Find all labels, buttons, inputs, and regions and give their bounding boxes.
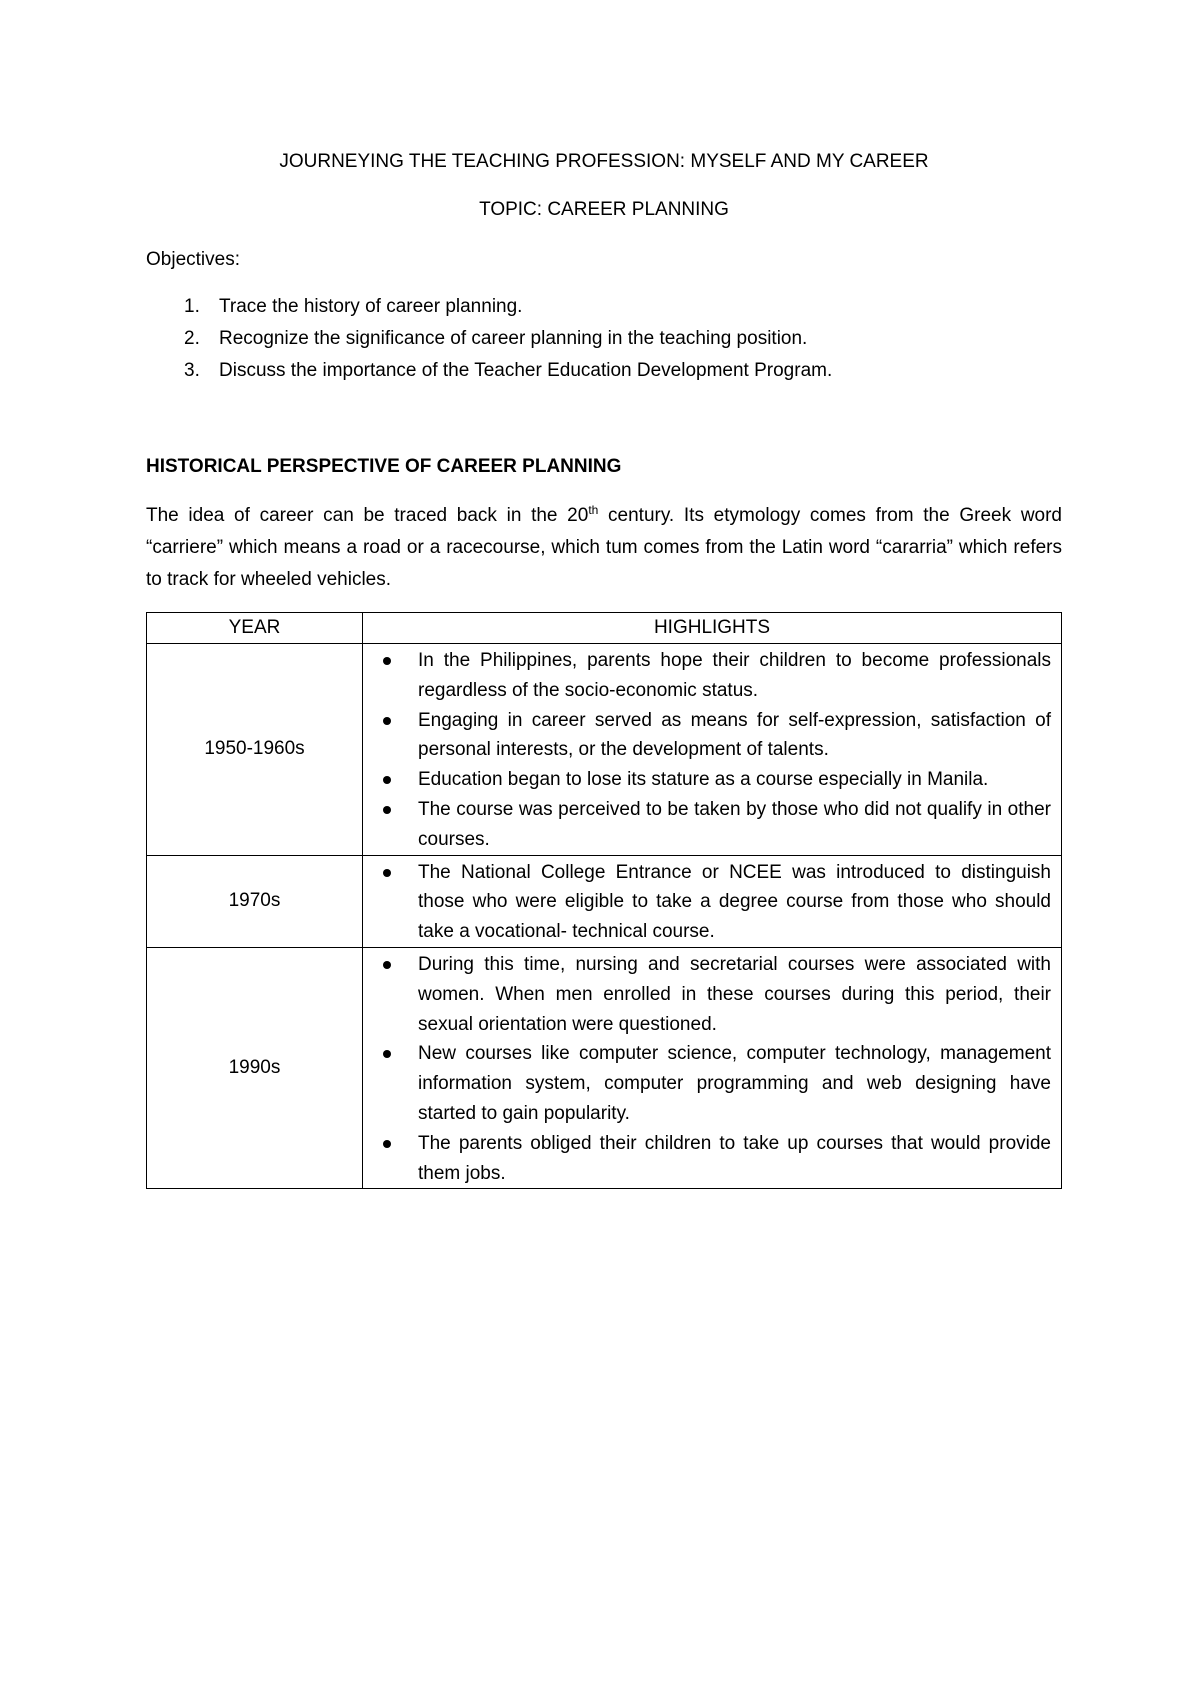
highlight-item: The course was perceived to be taken by those who did not qualify in other courses. xyxy=(363,795,1051,855)
highlights-list xyxy=(363,858,1051,947)
table-row xyxy=(147,947,1062,1188)
highlights-cell xyxy=(363,947,1062,1188)
highlight-item: The National College Entrance or NCEE was introduced to distinguish those who were eligible to take a degree course from those who should take a vocational- technical course. xyxy=(363,858,1051,947)
objective-item xyxy=(146,357,832,389)
objectives-list xyxy=(146,293,832,389)
highlight-item: Education began to lose its stature as a course especially in Manila. xyxy=(363,765,1051,795)
document-topic: TOPIC: CAREER PLANNING xyxy=(479,199,729,220)
intro-text-end: century. Its etymology comes from the Greek word “carriere” which means a road or a racecourse, which tum comes from the Latin word “cararria” which refers to track for wheeled vehicles. xyxy=(146,505,1062,590)
year-cell: 1990s xyxy=(147,947,363,1188)
year-cell: 1950-1960s xyxy=(147,644,363,856)
objective-item xyxy=(146,293,832,325)
objective-number: 1. xyxy=(184,296,200,317)
table-row xyxy=(147,644,1062,856)
highlight-item: New courses like computer science, computer technology, management information system, computer programming and web designing have started to gain popularity. xyxy=(363,1039,1051,1128)
objective-item xyxy=(146,325,832,357)
highlights-list xyxy=(363,646,1051,855)
document-title: JOURNEYING THE TEACHING PROFESSION: MYSELF AND MY CAREER xyxy=(279,151,929,172)
highlights-cell xyxy=(363,855,1062,947)
year-cell: 1970s xyxy=(147,855,363,947)
intro-text-start: The idea of career can be traced back in the 20 xyxy=(146,505,589,526)
section-heading: HISTORICAL PERSPECTIVE OF CAREER PLANNING xyxy=(146,456,622,477)
history-table xyxy=(146,612,1062,1189)
highlight-item: During this time, nursing and secretarial courses were associated with women. When men enrolled in these courses during this period, their sexual orientation were questioned. xyxy=(363,950,1051,1039)
year-column-header: YEAR xyxy=(147,613,363,644)
intro-superscript: th xyxy=(588,503,599,517)
objective-number: 2. xyxy=(184,328,200,349)
highlights-cell xyxy=(363,644,1062,856)
highlights-column-header: HIGHLIGHTS xyxy=(363,613,1062,644)
objective-number: 3. xyxy=(184,360,200,381)
highlights-list xyxy=(363,950,1051,1188)
highlight-item: Engaging in career served as means for self-expression, satisfaction of personal interests, or the development of talents. xyxy=(363,706,1051,766)
table-header-row xyxy=(147,613,1062,644)
objective-text: Recognize the significance of career planning in the teaching position. xyxy=(219,328,808,349)
objective-text: Discuss the importance of the Teacher Education Development Program. xyxy=(219,360,833,381)
highlight-item: In the Philippines, parents hope their children to become professionals regardless of the socio-economic status. xyxy=(363,646,1051,706)
objective-text: Trace the history of career planning. xyxy=(219,296,523,317)
highlight-item: The parents obliged their children to take up courses that would provide them jobs. xyxy=(363,1129,1051,1189)
objectives-label: Objectives: xyxy=(146,249,240,270)
intro-paragraph xyxy=(146,500,1062,596)
table-row xyxy=(147,855,1062,947)
